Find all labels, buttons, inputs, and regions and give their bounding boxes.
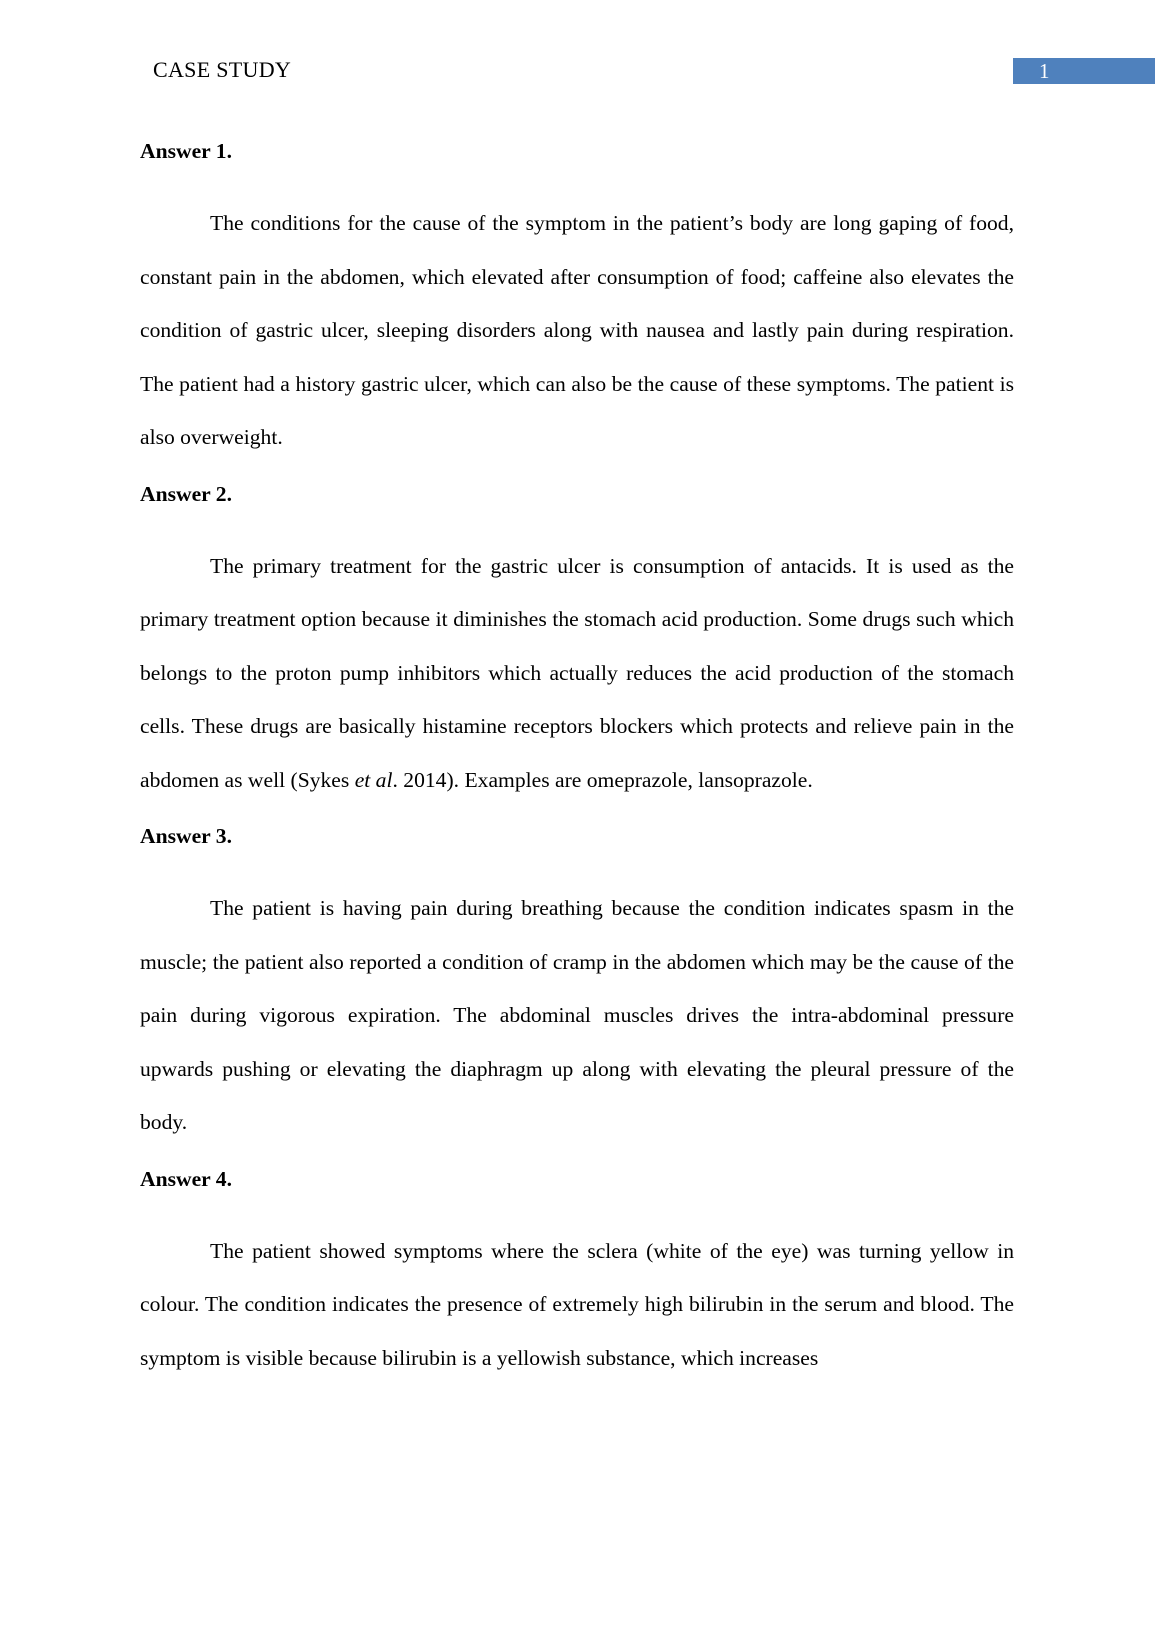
- answer-2-citation-et-al: et al: [354, 767, 393, 792]
- answer-3-paragraph: The patient is having pain during breathing because the condition indicates spasm in the muscle; the patient also reported a condition of cramp in the abdomen which may be the cause of the pain during vigorous expiration. The abdominal muscles drives the intra-abdominal pressure upwards pushing or elevating the diaphragm up along with elevating the pleural pressure of the body.: [140, 896, 1014, 1134]
- answer-4-heading: Answer 4.: [140, 1166, 232, 1191]
- page-number: 1: [1039, 59, 1050, 83]
- answer-1-heading: Answer 1.: [140, 139, 232, 163]
- document-body: [140, 136, 1014, 1385]
- answer-4-paragraph: The patient showed symptoms where the sclera (white of the eye) was turning yellow in colour. The condition indicates the presence of extremely high bilirubin in the serum and blood. The symptom is visible because bilirubin is a yellowish substance, which increases: [140, 1238, 1014, 1370]
- running-head-title: CASE STUDY: [153, 57, 292, 82]
- answer-2-text-part-1: The primary treatment for the gastric ulcer is consumption of antacids. It is used as the primary treatment option because it diminishes the stomach acid production. Some drugs such which belongs to the proton pump inhibitors which actually reduces the acid production of the stomach cells. These drugs are basically histamine receptors blockers which protects and relieve pain in the abdomen as well (Sykes: [140, 553, 1014, 792]
- answer-3-heading: Answer 3.: [140, 824, 232, 848]
- answer-2-text-part-2: . 2014). Examples are omeprazole, lansoprazole.: [392, 767, 813, 792]
- page-number-badge: [1013, 58, 1155, 84]
- answer-2-heading: Answer 2.: [140, 481, 232, 506]
- answer-2-paragraph: [140, 540, 1014, 808]
- answer-1-paragraph: The conditions for the cause of the symptom in the patient’s body are long gaping of food, constant pain in the abdomen, which elevated after consumption of food; caffeine also elevates the condition of gastric ulcer, sleeping disorders along with nausea and lastly pain during respiration. The patient had a history gastric ulcer, which can also be the cause of these symptoms. The patient is also overweight.: [140, 211, 1014, 449]
